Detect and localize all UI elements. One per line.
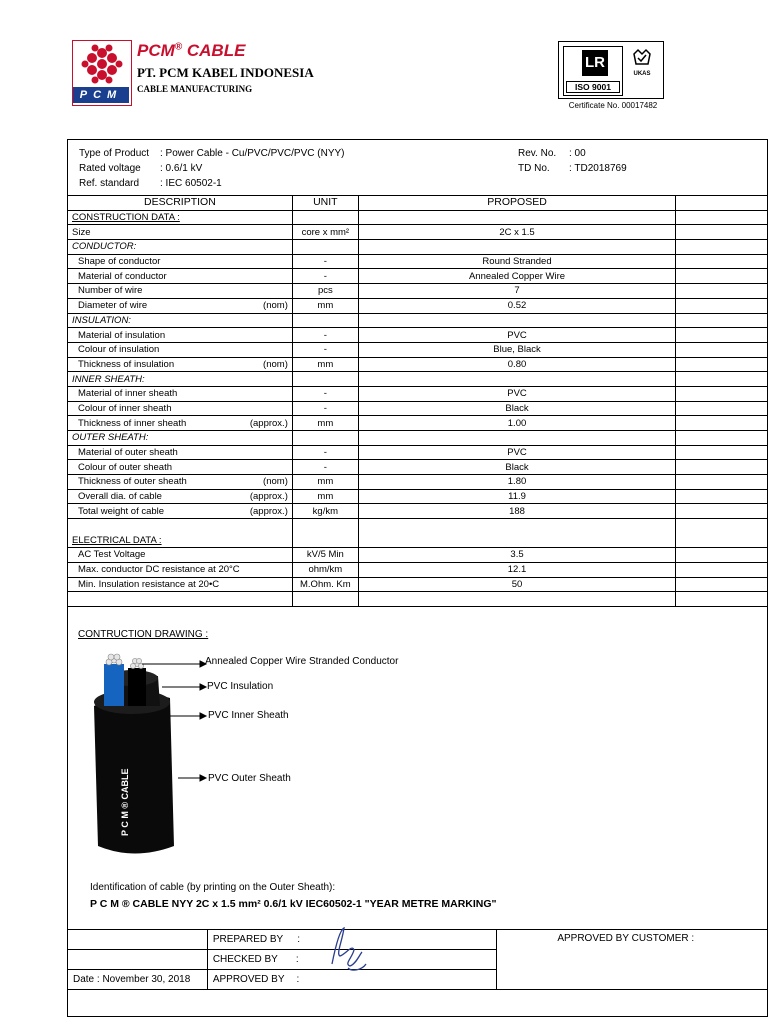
company-name: PT. PCM KABEL INDONESIA xyxy=(137,65,314,80)
crown-check-icon xyxy=(632,48,652,66)
revision-values: : 00 : TD2018769 xyxy=(569,148,627,174)
table-row: Max. conductor DC resistance at 20°C ohm/km 12.1 xyxy=(68,562,768,577)
table-row: Colour of insulation - Blue, Black xyxy=(68,342,768,357)
table-row: CHECKED BY : xyxy=(68,950,768,970)
label-conductor: Annealed Copper Wire Stranded Conductor xyxy=(205,656,399,667)
lr-mark-icon: LR xyxy=(582,50,608,76)
table-row: ELECTRICAL DATA : xyxy=(68,519,768,548)
table-row: INSULATION: xyxy=(68,313,768,328)
table-row: Shape of conductor - Round Stranded xyxy=(68,254,768,269)
table-row: Min. Insulation resistance at 20•C M.Ohm. Km 50 xyxy=(68,577,768,592)
table-row: Diameter of wire (nom) mm 0.52 xyxy=(68,298,768,313)
label-inner-sheath: PVC Inner Sheath xyxy=(208,710,289,721)
table-row xyxy=(68,592,768,607)
cable-strands-logo-icon xyxy=(80,43,124,85)
spec-table xyxy=(67,195,768,607)
prepared-by-label: PREPARED BY xyxy=(212,934,284,945)
label-insulation: PVC Insulation xyxy=(207,681,274,692)
signoff-table xyxy=(67,929,768,990)
cable-print-text: P C M ® CABLE xyxy=(120,768,130,836)
certificate-number: Certificate No. 00017482 xyxy=(568,101,658,110)
table-row: Material of conductor - Annealed Copper Wire xyxy=(68,269,768,284)
table-row: Size core x mm² 2C x 1.5 xyxy=(68,225,768,240)
ukas-mark: UKAS xyxy=(625,46,659,94)
table-row: OUTER SHEATH: xyxy=(68,431,768,446)
table-row: CONDUCTOR: xyxy=(68,240,768,255)
brand-name: PCM® CABLE xyxy=(137,41,246,60)
drawing-title: CONTRUCTION DRAWING : xyxy=(78,629,209,640)
table-row: Total weight of cable (approx.) kg/km 188 xyxy=(68,504,768,519)
table-row: Material of outer sheath - PVC xyxy=(68,445,768,460)
table-row: Material of inner sheath - PVC xyxy=(68,386,768,401)
table-header-row: DESCRIPTION UNIT PROPOSED xyxy=(68,196,768,211)
approved-by-label: APPROVED BY xyxy=(212,974,285,985)
approved-by-customer-label: APPROVED BY CUSTOMER : xyxy=(497,930,768,990)
table-row: Thickness of insulation (nom) mm 0.80 xyxy=(68,357,768,372)
cable-marking: P C M ® CABLE NYY 2C x 1.5 mm² 0.6/1 kV IEC60502-1 "YEAR METRE MARKING" xyxy=(90,898,497,910)
table-row: Material of insulation - PVC xyxy=(68,328,768,343)
iso-label: ISO 9001 xyxy=(566,81,620,93)
identification-text: Identification of cable (by printing on the Outer Sheath): xyxy=(90,882,336,893)
table-row: Overall dia. of cable (approx.) mm 11.9 xyxy=(68,489,768,504)
table-row: CONSTRUCTION DATA : xyxy=(68,210,768,225)
table-row: PREPARED BY : APPROVED BY CUSTOMER : xyxy=(68,930,768,950)
table-row: INNER SHEATH: xyxy=(68,372,768,387)
checked-by-label: CHECKED BY xyxy=(212,954,278,965)
table-row: AC Test Voltage kV/5 Min 3.5 xyxy=(68,548,768,563)
product-meta-labels: Type of Product Rated voltage Ref. standard xyxy=(79,148,150,189)
table-row: Thickness of outer sheath (nom) mm 1.80 xyxy=(68,475,768,490)
drawing-arrows xyxy=(140,655,210,790)
logo-band: PCM xyxy=(73,87,129,103)
table-row: Date : November 30, 2018 APPROVED BY : xyxy=(68,970,768,990)
signature-mark xyxy=(322,924,368,974)
document-date: Date : November 30, 2018 xyxy=(68,970,208,990)
company-division: CABLE MANUFACTURING xyxy=(137,84,253,94)
table-row: Number of wire pcs 7 xyxy=(68,284,768,299)
label-outer-sheath: PVC Outer Sheath xyxy=(208,773,291,784)
table-row: Colour of inner sheath - Black xyxy=(68,401,768,416)
table-row: Thickness of inner sheath (approx.) mm 1.00 xyxy=(68,416,768,431)
table-row: Colour of outer sheath - Black xyxy=(68,460,768,475)
certification-badge xyxy=(558,41,664,99)
revision-labels: Rev. No. TD No. xyxy=(518,148,557,174)
product-meta-values: : Power Cable - Cu/PVC/PVC/PVC (NYY) : 0.6/1 kV : IEC 60502-1 xyxy=(160,148,345,189)
